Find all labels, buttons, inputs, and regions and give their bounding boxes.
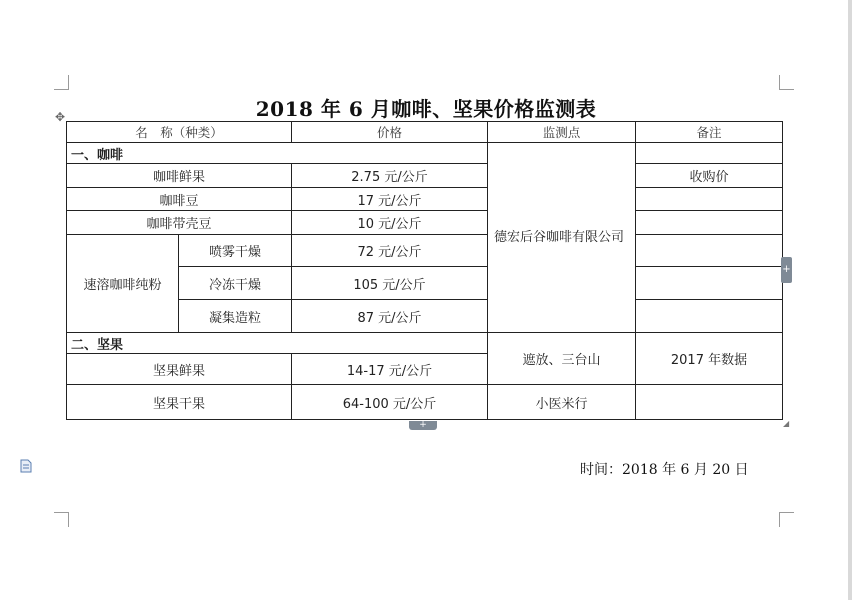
margin-corner-bottom-left: [54, 512, 69, 527]
margin-corner-top-left: [54, 75, 69, 90]
header-note: 备注: [636, 122, 783, 143]
document-icon[interactable]: [20, 459, 32, 473]
footer-date: 时间：2018 年 6 月 20 日: [580, 462, 749, 478]
item-price: 105 元/公斤: [292, 267, 488, 300]
item-price: 87 元/公斤: [292, 300, 488, 333]
note-cell-empty: [636, 143, 783, 164]
item-name: 咖啡鲜果: [67, 164, 292, 188]
resize-handle-icon[interactable]: ◢: [783, 419, 790, 428]
item-note: [636, 188, 783, 211]
section-label-nuts: 二、坚果: [67, 333, 488, 354]
table-row: [67, 235, 783, 267]
item-price: 64-100 元/公斤: [292, 385, 488, 420]
item-name: 坚果鲜果: [67, 354, 292, 385]
nut-site-cell: 小医米行: [488, 385, 636, 420]
item-price: 72 元/公斤: [292, 235, 488, 267]
table-row: [67, 211, 783, 235]
item-name: 喷雾干燥: [179, 235, 292, 267]
item-note: [636, 211, 783, 235]
table-move-icon[interactable]: ✥: [55, 110, 66, 124]
nut-note-cell: 2017 年数据: [636, 333, 783, 385]
note-cell-empty: [636, 267, 783, 300]
table-row: [67, 164, 783, 188]
note-cell-empty: [636, 385, 783, 420]
margin-corner-top-right: [779, 75, 794, 90]
add-row-icon[interactable]: +: [781, 257, 792, 283]
section-row-coffee: [67, 143, 783, 164]
price-table: [66, 121, 783, 420]
coffee-site-cell: 德宏后谷咖啡有限公司: [488, 143, 636, 333]
section-label-coffee: 一、咖啡: [67, 143, 488, 164]
item-price: 17 元/公斤: [292, 188, 488, 211]
add-column-icon[interactable]: +: [409, 421, 437, 430]
margin-corner-bottom-right: [779, 512, 794, 527]
table-row: [67, 188, 783, 211]
item-name: 凝集造粒: [179, 300, 292, 333]
item-name: 冷冻干燥: [179, 267, 292, 300]
instant-group-label: 速溶咖啡纯粉: [67, 235, 179, 333]
nut-site-cell: 遮放、三台山: [488, 333, 636, 385]
section-row-nuts: [67, 333, 783, 354]
header-site: 监测点: [488, 122, 636, 143]
item-name: 咖啡带壳豆: [67, 211, 292, 235]
header-name: 名 称（种类）: [67, 122, 292, 143]
document-title: 2018 年 6 月咖啡、坚果价格监测表: [255, 97, 597, 121]
item-name: 咖啡豆: [67, 188, 292, 211]
note-cell-empty: [636, 235, 783, 267]
table-row: [67, 385, 783, 420]
item-price: 14-17 元/公斤: [292, 354, 488, 385]
table-header-row: [67, 122, 783, 143]
vertical-scrollbar[interactable]: [848, 0, 852, 600]
note-cell-empty: [636, 300, 783, 333]
item-price: 10 元/公斤: [292, 211, 488, 235]
item-price: 2.75 元/公斤: [292, 164, 488, 188]
item-name: 坚果干果: [67, 385, 292, 420]
header-price: 价格: [292, 122, 488, 143]
item-note: 收购价: [636, 164, 783, 188]
